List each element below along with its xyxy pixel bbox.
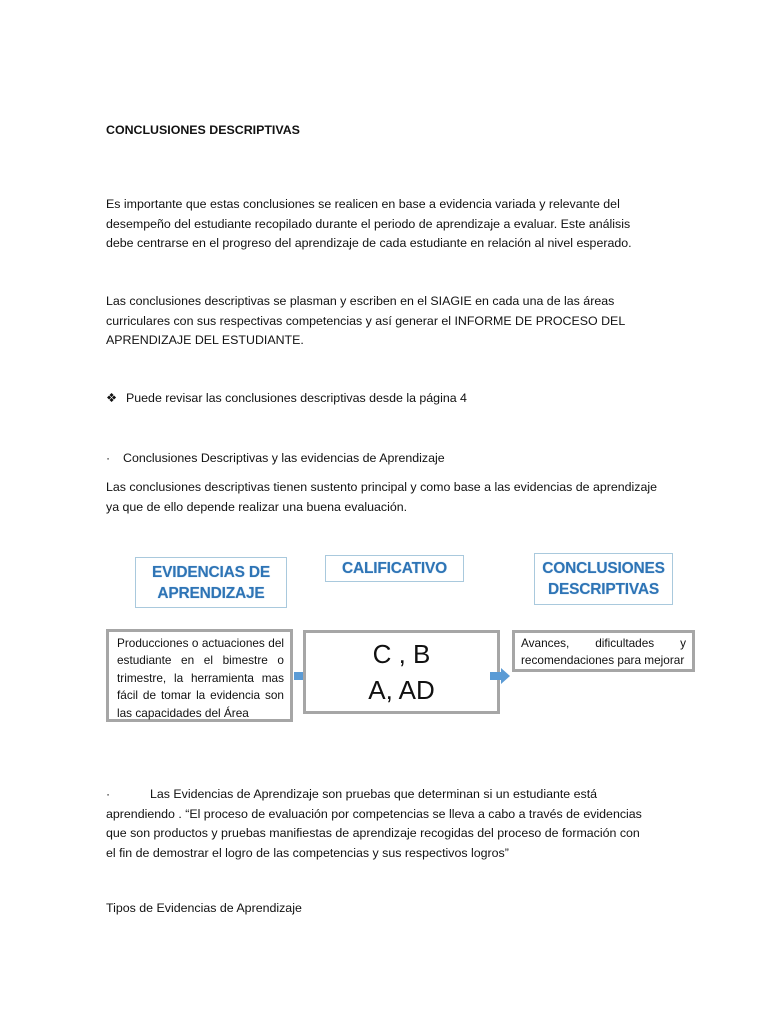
dot-bullet-icon: ·: [106, 451, 111, 465]
evaluation-flow-diagram: [106, 548, 696, 720]
text-line: debe centrarse en el progreso del aprendizaje de cada estudiante en relación al nivel esperado.: [106, 236, 632, 250]
text-line: [106, 785, 666, 805]
paragraph-siagie: [106, 292, 666, 351]
evidence-description-box: Producciones o actuaciones del estudiante en el bimestre o trimestre, la herramienta mas fácil de tomar la evidencia son las capacidades del Área: [106, 629, 293, 722]
header-line: APRENDIZAJE: [157, 584, 265, 602]
grades-box: [303, 630, 500, 714]
text-line: Las conclusiones descriptivas tienen sustento principal y como base a las evidencias de aprendizaje: [106, 480, 658, 494]
grade-line: A, AD: [368, 675, 435, 705]
right-arrow-icon: [490, 668, 510, 684]
text-line: Es importante que estas conclusiones se realicen en base a evidencia variada y relevante del: [106, 197, 620, 211]
header-line: CALIFICATIVO: [342, 560, 447, 577]
document-title: CONCLUSIONES DESCRIPTIVAS: [106, 123, 300, 137]
conclusions-description-box: [512, 630, 695, 672]
grade-line: C , B: [372, 639, 431, 669]
subheading-evidence-types: Tipos de Evidencias de Aprendizaje: [106, 901, 302, 915]
header-line: DESCRIPTIVAS: [547, 581, 659, 598]
paragraph-support: [106, 478, 666, 517]
text-line: que son productos y pruebas manifiestas de aprendizaje recogidas del proceso de formación con: [106, 826, 640, 840]
justified-line: [521, 635, 686, 652]
word: y: [680, 636, 686, 650]
word: dificultades: [595, 636, 655, 650]
dot-item-evidence-definition: [106, 785, 666, 863]
dot-bullet-icon: ·: [106, 787, 111, 801]
diamond-bullet-icon: ❖: [106, 391, 118, 405]
text-line: APRENDIZAJE DEL ESTUDIANTE.: [106, 333, 304, 347]
paragraph-evidence-importance: [106, 195, 666, 254]
header-line: EVIDENCIAS DE: [152, 563, 270, 581]
text-line: el fin de demostrar el logro de las competencias y sus respectivos logros”: [106, 845, 509, 860]
dot-item-conclusions-evidence: [106, 449, 666, 469]
header-line: CONCLUSIONES: [542, 560, 665, 577]
word: Avances,: [521, 636, 570, 650]
text-line: desempeño del estudiante recopilado durante el periodo de aprendizaje a evaluar. Este análisis: [106, 216, 631, 231]
text-line: Las conclusiones descriptivas se plasman y escriben en el SIAGIE en cada una de las áreas: [106, 294, 615, 308]
header-evidencias-box: [135, 557, 287, 608]
dot-item-text: Las Evidencias de Aprendizaje son pruebas que determinan si un estudiante está: [150, 787, 598, 801]
text-line: ya que de ello depende realizar una buena evaluación.: [106, 499, 408, 514]
header-conclusiones-box: [534, 553, 673, 605]
text-line: aprendiendo . “El proceso de evaluación por competencias se lleva a cabo a través de evidencias: [106, 806, 642, 821]
header-calificativo-box: [325, 555, 464, 582]
text-line: curriculares con sus respectivas competencias y así generar el INFORME DE PROCESO DEL: [106, 313, 626, 328]
bullet-text: Puede revisar las conclusiones descriptivas desde la página 4: [126, 391, 467, 405]
text-line: recomendaciones para mejorar: [521, 653, 685, 668]
bullet-item-page-reference: [106, 389, 666, 409]
dot-item-text: Conclusiones Descriptivas y las evidencias de Aprendizaje: [123, 451, 445, 465]
